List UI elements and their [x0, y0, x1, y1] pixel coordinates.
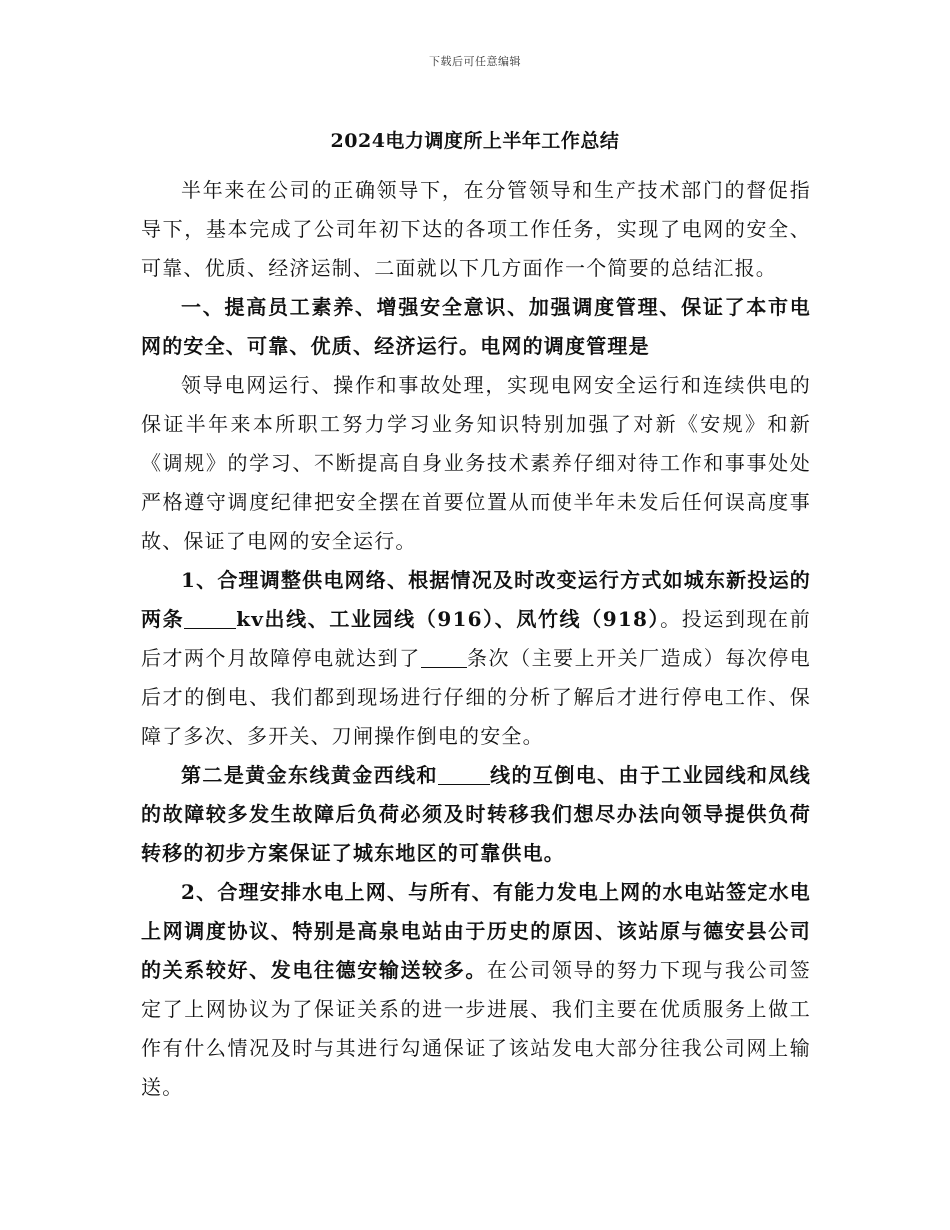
section-one-heading-text: 一、提高员工素养、增强安全意识、加强调度管理、保证了本市电网的安全、可靠、优质、经济运行。电网的调度管理是 — [141, 295, 811, 358]
item-two-text: 在公司领导的努力下现与我公司签定了上网协议为了保证关系的进一步进展、我们主要在优质服务上做工作有什么情况及时与其进行勾通保证了该站发电大部分往我公司网上输送。 — [141, 958, 812, 1099]
item-two-bold: 2、合理安排水电上网、与所有、有能力发电上网的水电站签定水电上网调度协议、特别是高泉电站由于历史的原因、该站原与德安县公司的关系较好、发电往德安输送较多。 — [141, 880, 811, 982]
page-header: 下载后可任意编辑 — [429, 55, 521, 68]
fill-in-blank — [421, 647, 467, 668]
fill-in-blank — [184, 608, 236, 629]
item-one-text-b: 条次（主要上开关厂造成）每次停电后才的倒电、我们都到现场进行仔细的分析了解后才进行停电工作、保障了多次、多开关、刀闸操作倒电的安全。 — [141, 646, 811, 748]
second-point-bold-a: 第二是黄金东线黄金西线和 — [181, 763, 438, 787]
paragraph-second-point — [141, 756, 811, 873]
fill-in-blank — [438, 764, 490, 785]
item-one-text-a: 。投运到现在前后才两个月故障停电就达到了 — [141, 607, 811, 670]
paragraph-item-two — [141, 873, 811, 1107]
document-title: 2024电力调度所上半年工作总结 — [330, 130, 620, 152]
paragraph-dispatch-management: 领导电网运行、操作和事故处理，实现电网安全运行和连续供电的保证半年来本所职工努力学习业务知识特别加强了对新《安规》和新《调规》的学习、不断提高自身业务技术素养仔细对待工作和事事处处严格遵守调度纪律把安全摆在首要位置从而使半年未发后任何误高度事故、保证了电网的安全运行。 — [141, 373, 811, 553]
item-one-bold-a: 1、合理调整供电网络、根据情况及时改变运行方式如城东新投运的两条 — [141, 568, 811, 631]
paragraph-intro: 半年来在公司的正确领导下，在分管领导和生产技术部门的督促指导下，基本完成了公司年初下达的各项工作任务，实现了电网的安全、可靠、优质、经济运制、二面就以下几方面作一个简要的总结汇报。 — [141, 178, 811, 280]
document-body — [141, 171, 811, 1107]
paragraph-item-one — [141, 561, 811, 756]
item-one-bold-b: kv出线、工业园线（916）、凤竹线（918） — [236, 607, 661, 631]
paragraph-section-one-heading — [141, 288, 811, 366]
second-point-bold-b: 线的互倒电、由于工业园线和凤线的故障较多发生故障后负荷必须及时转移我们想尽办法向领导提供负荷转移的初步方案保证了城东地区的可靠供电。 — [141, 763, 811, 865]
